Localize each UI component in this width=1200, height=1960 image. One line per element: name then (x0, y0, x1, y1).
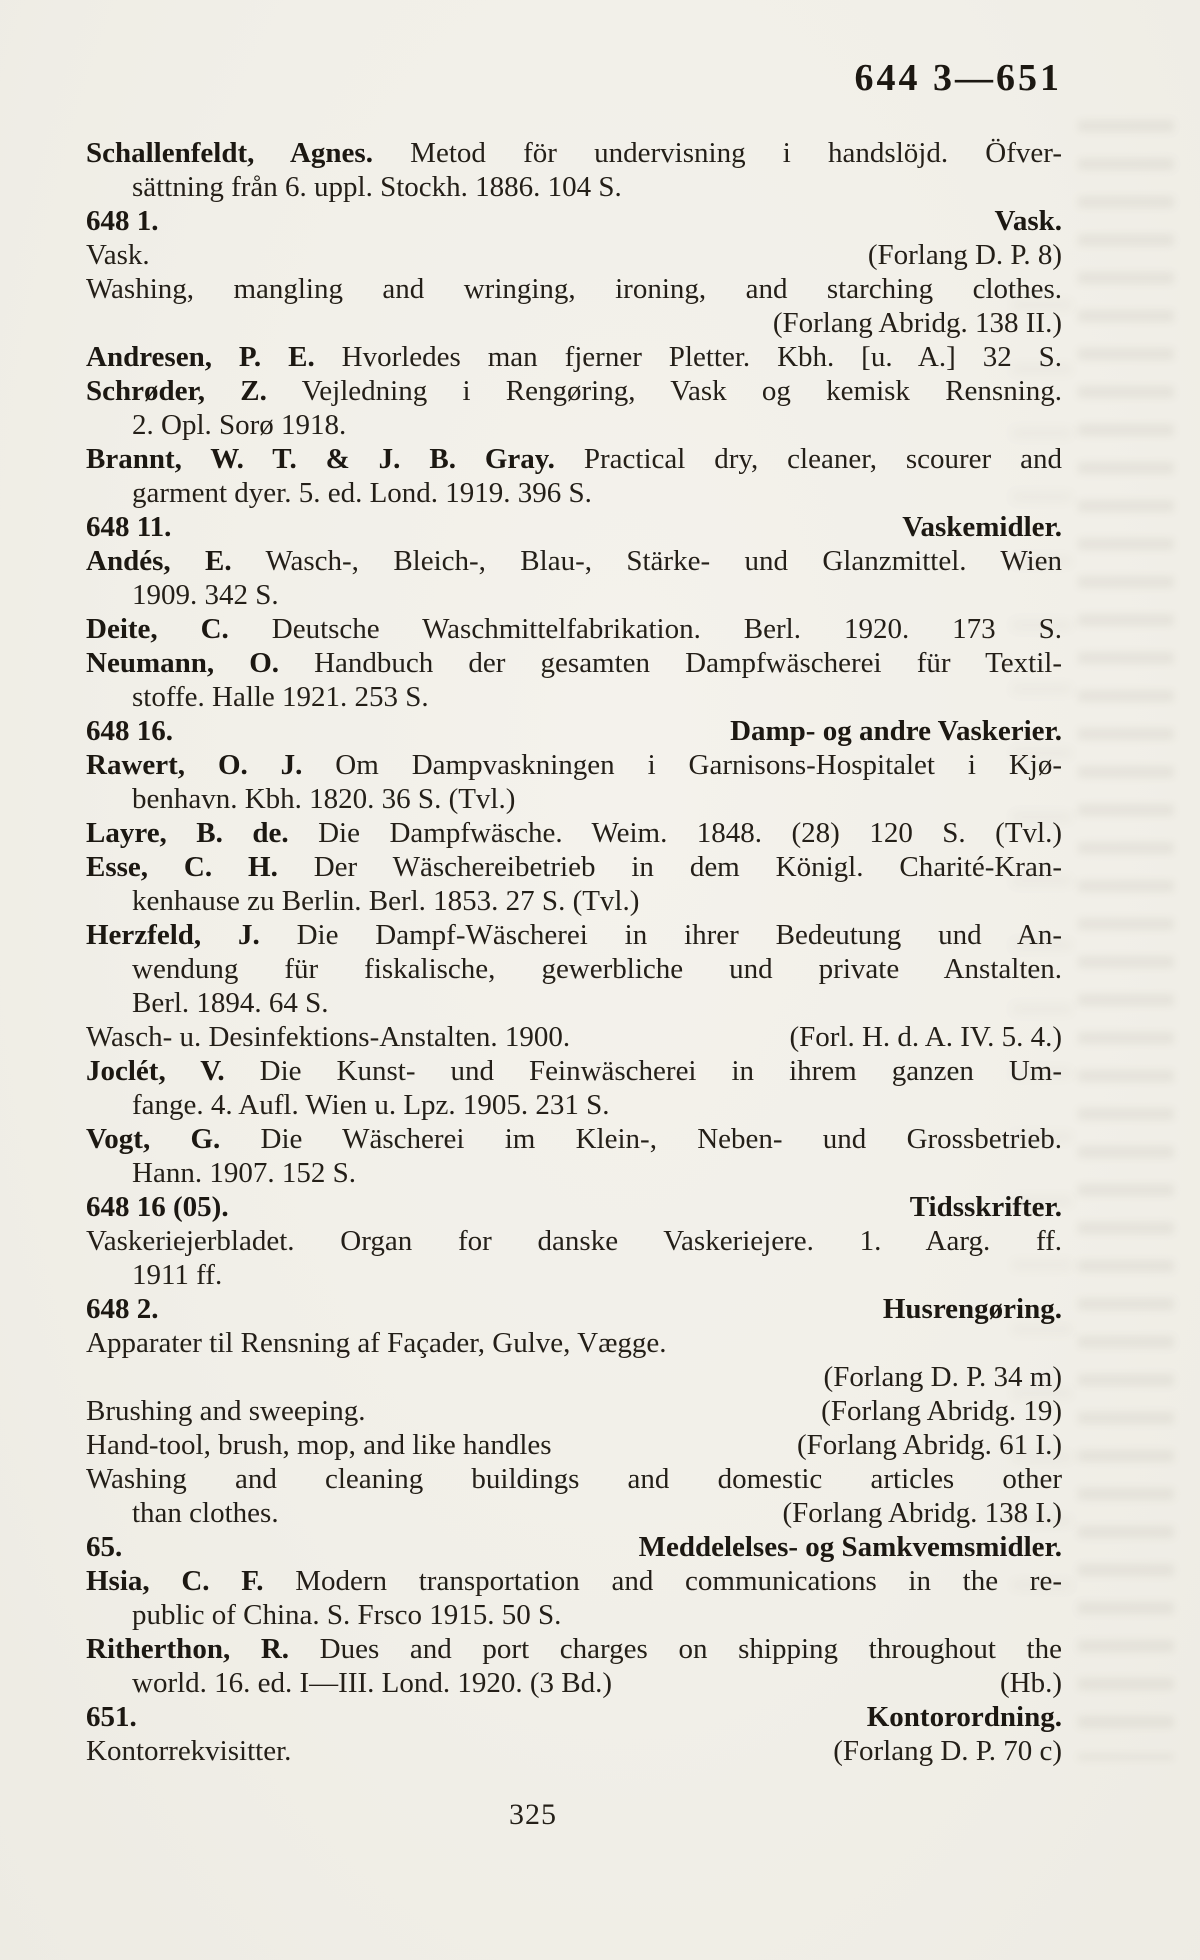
body-text: Dues and port charges on shipping throughout the (289, 1633, 1062, 1665)
right-aligned-text (824, 1360, 1062, 1394)
body-text: 2. Opl. Sorø 1918. (132, 409, 347, 441)
body-text: kenhause zu Berlin. Berl. 1853. 27 S. (Tvl.) (132, 885, 640, 917)
body-text: (Forlang D. P. 70 c) (833, 1735, 1062, 1767)
entry-line (86, 1156, 1062, 1190)
entry-line (86, 1224, 1062, 1258)
line-left-text (132, 987, 329, 1019)
entry-line (86, 952, 1062, 986)
line-left-text (86, 1700, 137, 1734)
right-aligned-text (821, 1394, 1062, 1428)
body-text: public of China. S. Frsco 1915. 50 S. (132, 1599, 562, 1631)
body-text: 1909. 342 S. (132, 579, 279, 611)
entry-line (86, 612, 1062, 646)
entry-line (86, 1598, 1062, 1632)
body-text: sättning från 6. uppl. Stockh. 1886. 104 S. (132, 171, 622, 203)
entry-line (86, 1122, 1062, 1156)
line-left-text (86, 1020, 570, 1054)
body-text: Hvorledes man fjerner Pletter. Kbh. [u. A.] 32 S. (314, 341, 1062, 373)
body-text: Handbuch der gesamten Dampfwäscherei für Textil- (279, 647, 1062, 679)
bold-text: Damp- og andre Vaskerier. (730, 715, 1062, 747)
bold-text: Vogt, G. (86, 1123, 221, 1155)
right-aligned-text (783, 1496, 1063, 1530)
right-aligned-text (910, 1190, 1062, 1224)
body-text: Vaskeriejerbladet. Organ for danske Vaskeriejere. 1. Aarg. ff. (86, 1225, 1062, 1257)
right-aligned-text (868, 238, 1062, 272)
right-aligned-text (1000, 1666, 1062, 1700)
entry-line (86, 1258, 1062, 1292)
entry-line (86, 1530, 1062, 1564)
line-left-text (132, 1599, 561, 1631)
body-text: (Forlang D. P. 8) (867, 239, 1062, 271)
entry-line (86, 1632, 1062, 1666)
entry-line (86, 1700, 1062, 1734)
body-text: (Forlang Abridg. 138 II.) (772, 307, 1062, 339)
body-text: Washing, mangling and wringing, ironing, and starching clothes. (86, 273, 1062, 305)
line-left-text (86, 1633, 1062, 1665)
line-left-text (132, 783, 515, 815)
right-aligned-text (902, 510, 1062, 544)
body-text: Die Dampf-Wäscherei in ihrer Bedeutung und An- (259, 919, 1062, 951)
entry-line (86, 1054, 1062, 1088)
body-text: garment dyer. 5. ed. Lond. 1919. 396 S. (132, 477, 592, 509)
entry-line (86, 1734, 1062, 1768)
bold-text: 648 16. (86, 715, 173, 747)
entry-line (86, 1088, 1062, 1122)
body-text: (Forlang Abridg. 19) (821, 1395, 1062, 1427)
line-left-text (132, 1089, 610, 1121)
body-text: benhavn. Kbh. 1820. 36 S. (Tvl.) (132, 783, 516, 815)
body-text: stoffe. Halle 1921. 253 S. (132, 681, 429, 713)
bold-text: 648 11. (86, 511, 172, 543)
body-text: (Forlang Abridg. 138 I.) (782, 1497, 1062, 1529)
bold-text: Layre, B. de. (86, 817, 289, 849)
body-text: Vask. (86, 239, 150, 271)
line-left-text (132, 579, 279, 611)
bold-text: Kontorordning. (866, 1701, 1062, 1733)
entry-line (86, 578, 1062, 612)
bold-text: Tidsskrifter. (909, 1191, 1062, 1223)
entry-line (86, 884, 1062, 918)
bold-text: Schallenfeldt, Agnes. (86, 137, 373, 169)
body-text: (Forlang Abridg. 61 I.) (797, 1429, 1062, 1461)
entry-line (86, 238, 1062, 272)
line-left-text (132, 885, 639, 917)
right-aligned-text (867, 1700, 1062, 1734)
line-left-text (86, 341, 1062, 373)
entry-line (86, 1462, 1062, 1496)
line-left-text (86, 510, 171, 544)
line-left-text (132, 1496, 279, 1530)
bold-text: 648 16 (05). (86, 1191, 229, 1223)
bold-text: Deite, C. (86, 613, 229, 645)
right-aligned-text (833, 1734, 1062, 1768)
line-left-text (132, 477, 592, 509)
entry-line (86, 1326, 1062, 1360)
bold-text: Esse, C. H. (86, 851, 278, 883)
line-left-text (86, 1055, 1062, 1087)
line-left-text (132, 171, 622, 203)
entry-line (86, 1428, 1062, 1462)
bold-text: Andresen, P. E. (86, 341, 315, 373)
entry-line (86, 1394, 1062, 1428)
line-left-text (132, 1666, 612, 1700)
body-text: (Forlang D. P. 34 m) (823, 1361, 1062, 1393)
entry-line (86, 1666, 1062, 1700)
entry-line (86, 340, 1062, 374)
bold-text: Herzfeld, J. (86, 919, 260, 951)
entry-line (86, 170, 1062, 204)
line-left-text (86, 714, 173, 748)
line-left-text (86, 443, 1062, 475)
line-left-text (132, 953, 1062, 985)
right-aligned-text (789, 1020, 1062, 1054)
body-text: Deutsche Waschmittelfabrikation. Berl. 1920. 173 S. (228, 613, 1062, 645)
bold-text: 648 1. (86, 205, 159, 237)
body-text: Hand-tool, brush, mop, and like handles (86, 1429, 552, 1461)
body-text: (Hb.) (999, 1667, 1062, 1699)
bold-text: Husrengøring. (882, 1293, 1062, 1325)
page-classmark-header: 644 3—651 (854, 57, 1062, 99)
body-text: Hann. 1907. 152 S. (132, 1157, 356, 1189)
line-left-text (86, 1530, 122, 1564)
bold-text: Neumann, O. (86, 647, 280, 679)
entry-line (86, 476, 1062, 510)
body-text: 1911 ff. (132, 1259, 223, 1291)
entry-line (86, 680, 1062, 714)
body-text: Die Kunst- und Feinwäscherei in ihrem ganzen Um- (224, 1055, 1062, 1087)
right-aligned-text (730, 714, 1062, 748)
line-left-text (86, 545, 1062, 577)
bold-text: 648 2. (86, 1293, 159, 1325)
line-left-text (86, 1225, 1062, 1257)
entry-line (86, 850, 1062, 884)
body-text: Metod för undervisning i handslöjd. Öfver- (372, 137, 1062, 169)
line-left-text (132, 1157, 356, 1189)
entry-line (86, 1190, 1062, 1224)
body-text: Om Dampvaskningen i Garnisons-Hospitalet i Kjø- (302, 749, 1062, 781)
line-left-text (86, 375, 1062, 407)
line-left-text (86, 749, 1062, 781)
entry-line (86, 306, 1062, 340)
line-left-text (86, 238, 150, 272)
body-text: Kontorrekvisitter. (86, 1735, 292, 1767)
right-aligned-text (797, 1428, 1062, 1462)
line-left-text (86, 1428, 552, 1462)
body-text: fange. 4. Aufl. Wien u. Lpz. 1905. 231 S. (132, 1089, 610, 1121)
entry-line (86, 1564, 1062, 1598)
body-text: Die Dampfwäsche. Weim. 1848. (28) 120 S. (Tvl.) (288, 817, 1062, 849)
bold-text: Rawert, O. J. (86, 749, 303, 781)
entry-line (86, 1020, 1062, 1054)
bold-text: Ritherthon, R. (86, 1633, 290, 1665)
line-left-text (86, 1327, 667, 1359)
line-left-text (86, 613, 1062, 645)
entry-line (86, 714, 1062, 748)
body-text: Wasch-, Bleich-, Blau-, Stärke- und Glanzmittel. Wien (231, 545, 1062, 577)
right-aligned-text (639, 1530, 1062, 1564)
bold-text: Hsia, C. F. (86, 1565, 264, 1597)
body-text: Brushing and sweeping. (86, 1395, 366, 1427)
body-text: Berl. 1894. 64 S. (132, 987, 329, 1019)
line-left-text (86, 1394, 366, 1428)
bold-text: Joclét, V. (86, 1055, 225, 1087)
entry-line (86, 442, 1062, 476)
right-aligned-text (883, 1292, 1062, 1326)
entry-line (86, 816, 1062, 850)
bold-text: Meddelelses- og Samkvemsmidler. (638, 1531, 1062, 1563)
bleed-through-artifact (1078, 120, 1174, 1760)
entry-line (86, 204, 1062, 238)
bold-text: Vaskemidler. (902, 511, 1062, 543)
line-left-text (86, 1734, 291, 1768)
entry-line (86, 272, 1062, 306)
entry-line (86, 782, 1062, 816)
line-left-text (86, 1123, 1062, 1155)
line-left-text (86, 919, 1062, 951)
line-left-text (132, 409, 346, 441)
entry-line (86, 408, 1062, 442)
body-text: world. 16. ed. I—III. Lond. 1920. (3 Bd.) (132, 1667, 613, 1699)
bold-text: Andés, E. (86, 545, 232, 577)
entry-line (86, 748, 1062, 782)
body-text: Washing and cleaning buildings and domestic articles other (86, 1463, 1062, 1495)
line-left-text (86, 1292, 159, 1326)
line-left-text (86, 204, 159, 238)
right-aligned-text (773, 306, 1062, 340)
body-text: Die Wäscherei im Klein-, Neben- und Grossbetrieb. (220, 1123, 1062, 1155)
page-number: 325 (509, 1798, 557, 1831)
bold-text: 651. (86, 1701, 137, 1733)
line-left-text (86, 137, 1062, 169)
entry-line (86, 1496, 1062, 1530)
body-text: Wasch- u. Desinfektions-Anstalten. 1900. (86, 1021, 571, 1053)
right-aligned-text (995, 204, 1062, 238)
body-text: wendung für fiskalische, gewerbliche und private Anstalten. (132, 953, 1062, 985)
entry-line (86, 544, 1062, 578)
line-left-text (86, 273, 1062, 305)
line-left-text (86, 1565, 1062, 1597)
entry-line (86, 918, 1062, 952)
body-text: Der Wäschereibetrieb in dem Königl. Charité-Kran- (277, 851, 1062, 883)
bold-text: Vask. (994, 205, 1062, 237)
bold-text: Schrøder, Z. (86, 375, 267, 407)
line-left-text (132, 681, 429, 713)
body-text: Apparater til Rensning af Façader, Gulve, Vægge. (86, 1327, 667, 1359)
entry-line (86, 1292, 1062, 1326)
line-left-text (86, 1190, 229, 1224)
body-text: Practical dry, cleaner, scourer and (554, 443, 1062, 475)
line-left-text (86, 817, 1062, 849)
line-left-text (86, 1463, 1062, 1495)
line-left-text (86, 851, 1062, 883)
entry-line (86, 1360, 1062, 1394)
body-text: Vejledning i Rengøring, Vask og kemisk Rensning. (266, 375, 1062, 407)
entry-line (86, 646, 1062, 680)
bibliography (86, 136, 1062, 1768)
entry-line (86, 374, 1062, 408)
body-text: Modern transportation and communications in the re- (263, 1565, 1062, 1597)
entry-line (86, 136, 1062, 170)
entry-line (86, 510, 1062, 544)
body-text: (Forl. H. d. A. IV. 5. 4.) (789, 1021, 1062, 1053)
body-text: than clothes. (132, 1497, 279, 1529)
bold-text: 65. (86, 1531, 123, 1563)
entry-line (86, 986, 1062, 1020)
bold-text: Brannt, W. T. & J. B. Gray. (86, 443, 555, 475)
line-left-text (132, 1259, 222, 1291)
line-left-text (86, 647, 1062, 679)
